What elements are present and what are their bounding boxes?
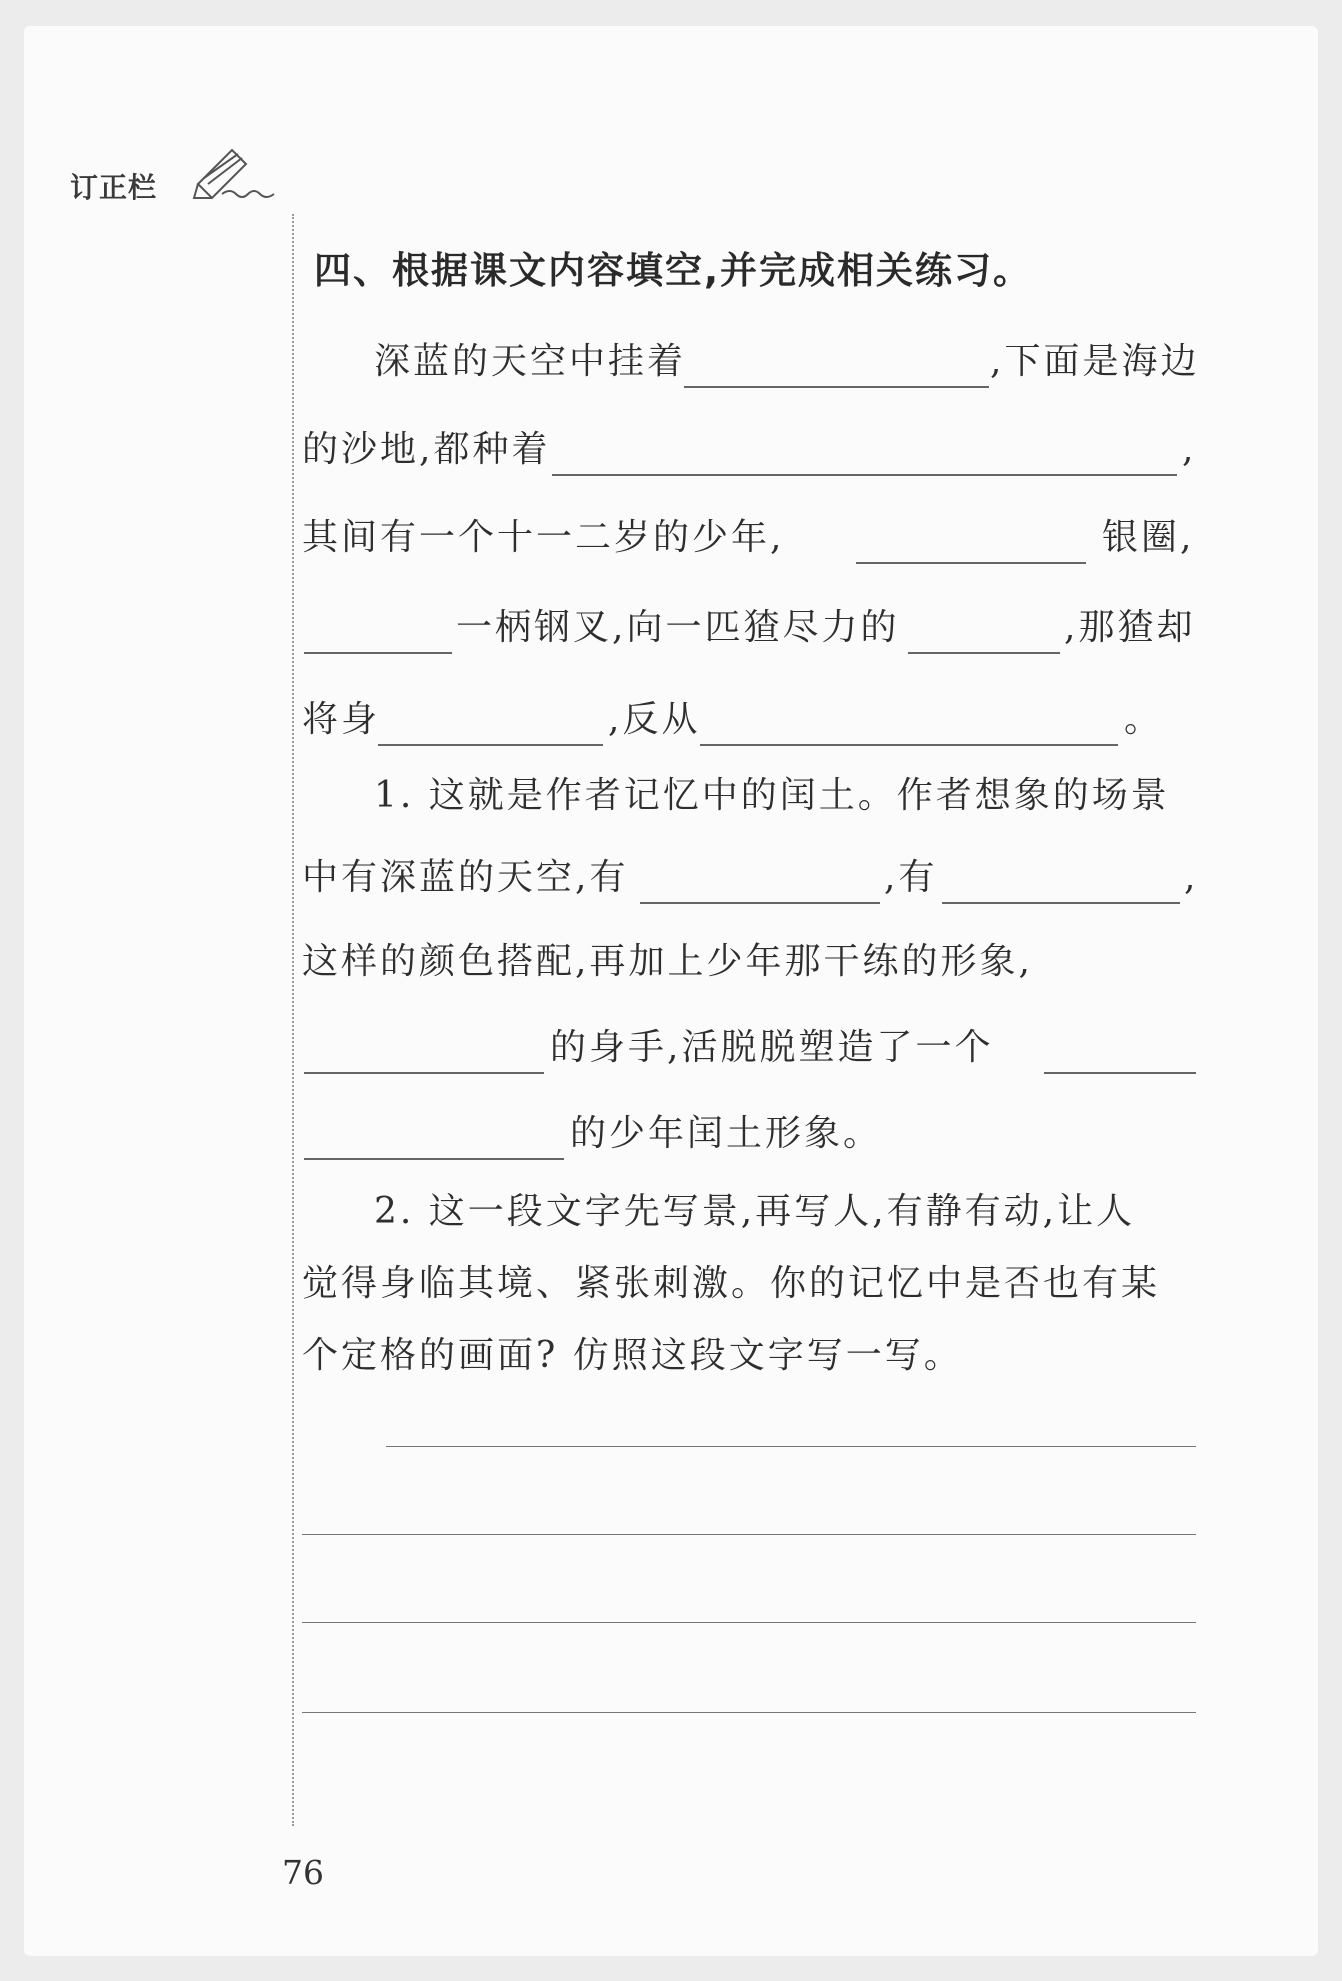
answer-blank[interactable] (684, 386, 989, 388)
passage-text: 将身 (302, 699, 381, 740)
margin-divider (292, 214, 294, 1826)
answer-blank[interactable] (942, 902, 1180, 904)
answer-blank[interactable] (856, 562, 1086, 564)
answer-blank[interactable] (700, 744, 1118, 746)
question-1-text: , (1184, 857, 1199, 898)
section-heading: 四、根据课文内容填空,并完成相关练习。 (314, 249, 1033, 292)
passage-text: ,那猹却 (1064, 607, 1196, 648)
answer-blank[interactable] (304, 652, 452, 654)
answer-blank[interactable] (552, 474, 1177, 476)
question-1-text: 1. 这就是作者记忆中的闰土。作者想象的场景 (374, 775, 1170, 816)
passage-text: 深蓝的天空中挂着 (374, 341, 687, 382)
question-1-text: 这样的颜色搭配,再加上少年那干练的形象, (302, 941, 1033, 982)
passage-text: , (1182, 429, 1197, 470)
question-1-text: 的少年闰土形象。 (570, 1113, 883, 1154)
workbook-page (24, 26, 1318, 1956)
question-2-text: 个定格的画面? 仿照这段文字写一写。 (302, 1335, 963, 1376)
writing-line[interactable] (302, 1622, 1196, 1623)
question-2-text: 觉得身临其境、紧张刺激。你的记忆中是否也有某 (302, 1263, 1161, 1304)
writing-line[interactable] (386, 1446, 1196, 1447)
passage-text: 一柄钢叉,向一匹猹尽力的 (456, 607, 900, 648)
writing-line[interactable] (302, 1534, 1196, 1535)
question-1-text: 中有深蓝的天空,有 (302, 857, 629, 898)
question-1-text: ,有 (884, 857, 938, 898)
answer-blank[interactable] (378, 744, 603, 746)
question-1-text: 的身手,活脱脱塑造了一个 (550, 1027, 994, 1068)
pencil-icon (192, 144, 276, 200)
passage-text: ,反从 (608, 699, 701, 740)
passage-text: 银圈, (1102, 517, 1195, 558)
passage-text: 其间有一个十一二岁的少年, (302, 517, 785, 558)
answer-blank[interactable] (304, 1072, 544, 1074)
question-2-text: 2. 这一段文字先写景,再写人,有静有动,让人 (374, 1191, 1136, 1232)
passage-text: 的沙地,都种着 (302, 429, 551, 470)
answer-blank[interactable] (1044, 1072, 1196, 1074)
writing-line[interactable] (302, 1712, 1196, 1713)
answer-blank[interactable] (640, 902, 880, 904)
correction-column-label: 订正栏 (70, 171, 158, 204)
passage-text: 。 (1124, 699, 1164, 740)
passage-text: ,下面是海边 (990, 341, 1200, 382)
answer-blank[interactable] (908, 652, 1060, 654)
page-number: 76 (282, 1853, 324, 1892)
answer-blank[interactable] (304, 1158, 564, 1160)
